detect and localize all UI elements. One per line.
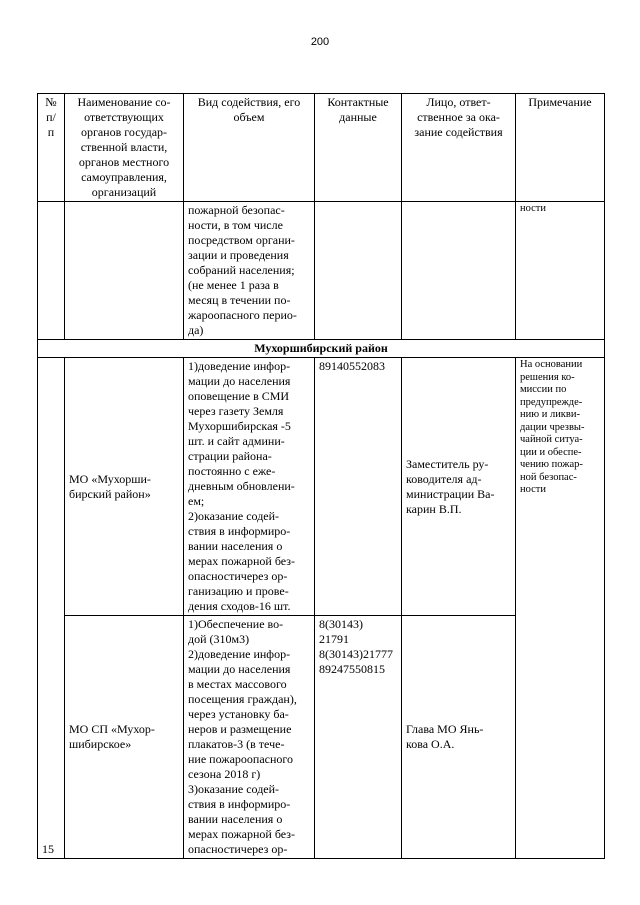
header-assistance-type: Вид содействия, его объем bbox=[184, 94, 315, 202]
row-number: 15 bbox=[38, 358, 65, 859]
table-header-row bbox=[38, 94, 605, 202]
row-assistance-type: 1)Обеспечение во- дой (310м3) 2)доведение инфор- мации до населения в местах массового посещения граждан), через установку ба- неров и размещение плакатов-3 (в тече- ние пожароопасного сезона 2018 г) 3)оказание содей- ствия в информиро- вании населения о мерах пожарной без- опасностичерез ор- bbox=[184, 616, 315, 859]
continuation-row bbox=[38, 202, 605, 340]
header-number: № п/ п bbox=[38, 94, 65, 202]
table-row bbox=[38, 358, 605, 616]
row-assistance-type: 1)доведение инфор- мации до населения оповещение в СМИ через газету Земля Мухоршибирская -5 шт. и сайт админи- страции района- постоянно с еже- дневным обновлени- ем; 2)оказание содей- ствия в информиро- вании населения о мерах пожарной без- опасностичерез ор- ганизацию и прове- дения сходов-16 шт. bbox=[184, 358, 315, 616]
row-contacts: 89140552083 bbox=[315, 358, 402, 616]
assistance-table bbox=[37, 93, 605, 859]
header-organization: Наименование со- ответствующих органов государ- ственной власти, органов местного самоуправления, организаций bbox=[65, 94, 184, 202]
row-responsible-person: Заместитель ру- ководителя ад- министрации Ва- карин В.П. bbox=[402, 358, 516, 616]
header-responsible-person: Лицо, ответ- ственное за ока- зание содействия bbox=[402, 94, 516, 202]
continuation-assistance-type: пожарной безопас- ности, в том числе посредством органи- зации и проведения собраний населения; (не менее 1 раза в месяц в течении по- жароопасного перио- да) bbox=[184, 202, 315, 340]
row-organization: МО «Мухорши- бирский район» bbox=[65, 358, 184, 616]
header-contacts: Контактные данные bbox=[315, 94, 402, 202]
continuation-person-cell bbox=[402, 202, 516, 340]
continuation-note: ности bbox=[516, 202, 605, 340]
region-header-row bbox=[38, 340, 605, 358]
page-number: 200 bbox=[310, 36, 330, 48]
region-title: Мухоршибирский район bbox=[38, 340, 605, 358]
row-organization: МО СП «Мухор- шибирское» bbox=[65, 616, 184, 859]
header-note: Примечание bbox=[516, 94, 605, 202]
continuation-contacts-cell bbox=[315, 202, 402, 340]
row-note: На основании решения ко- миссии по предупрежде- нию и ликви- дации чрезвы- чайной ситуа- ции и обеспе- чению пожар- ной безопас- ности bbox=[516, 358, 605, 859]
row-contacts: 8(30143) 21791 8(30143)21777 89247550815 bbox=[315, 616, 402, 859]
continuation-number-cell bbox=[38, 202, 65, 340]
continuation-organization-cell bbox=[65, 202, 184, 340]
row-responsible-person: Глава МО Янь- кова О.А. bbox=[402, 616, 516, 859]
